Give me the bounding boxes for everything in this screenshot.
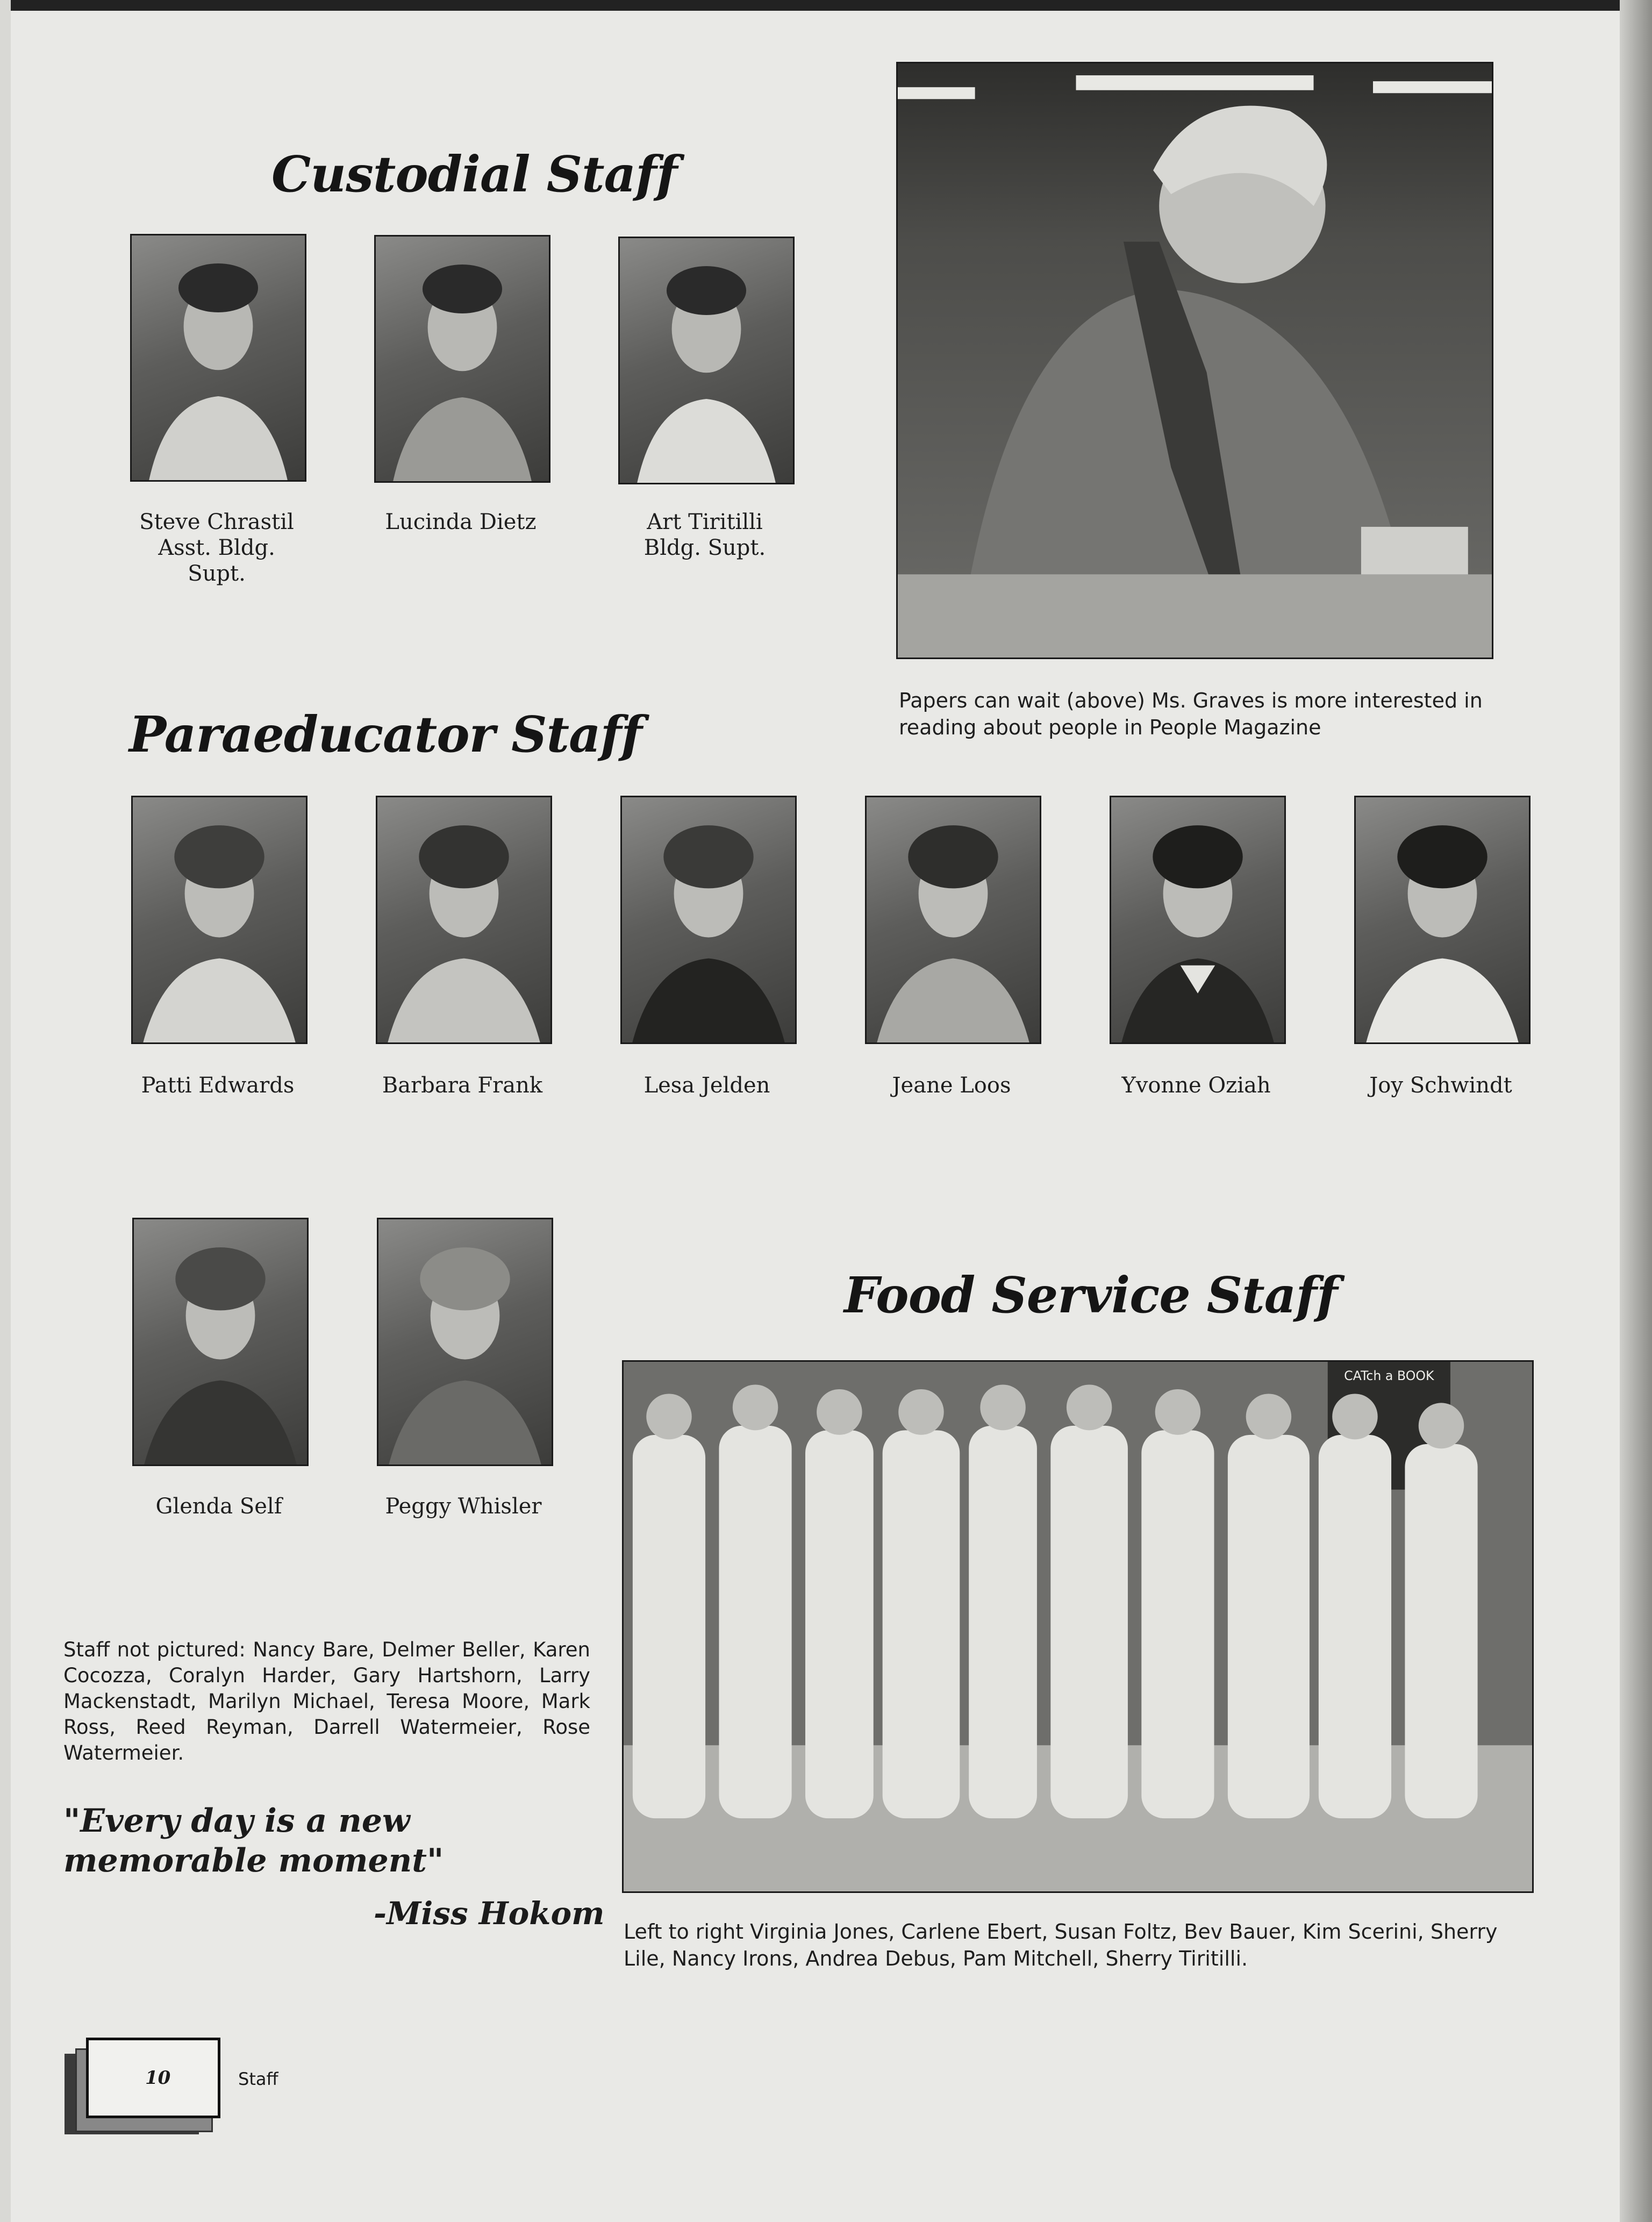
staff-not-pictured: Staff not pictured: Nancy Bare, Delmer Beller, Karen Cocozza, Coralyn Harder, Gary Hartshorn, Larry Mackenstadt, Marilyn Michael, Teresa Moore, Mark Ross, Reed Reyman, Darrell Watermeier, Rose Watermeier.: [63, 1638, 590, 1764]
portrait-photo: [374, 235, 550, 483]
staff-name-label: Art Tiritilli Bldg. Supt.: [643, 510, 766, 560]
poster-text: CATch a BOOK: [1344, 1368, 1434, 1383]
staff-name-label: Joy Schwindt: [1369, 1073, 1512, 1098]
page-number: 10: [145, 2067, 171, 2089]
portrait-photo: [618, 237, 795, 484]
feature-photo: [896, 62, 1493, 659]
quote-text: "Every day is a new memorable moment": [63, 1802, 444, 1880]
food-service-heading: Food Service Staff: [844, 1266, 1338, 1324]
page-right-edge: [1620, 0, 1652, 2222]
portrait-photo: [620, 796, 797, 1044]
staff-name-label: Jeane Loos: [892, 1073, 1011, 1098]
portrait-photo: [1354, 796, 1531, 1044]
section-label: Staff: [238, 2069, 278, 2089]
portrait-photo: [377, 1218, 553, 1466]
feature-photo-caption: Papers can wait (above) Ms. Graves is more interested in reading about people in People Magazine: [899, 689, 1483, 739]
portrait-photo: [131, 796, 307, 1044]
staff-name-label: Barbara Frank: [382, 1073, 543, 1098]
staff-name-label: Lucinda Dietz: [385, 510, 537, 534]
group-photo-caption: Left to right Virginia Jones, Carlene Ebert, Susan Foltz, Bev Bauer, Kim Scerini, Sherry Lile, Nancy Irons, Andrea Debus, Pam Mitchell, Sherry Tiritilli.: [624, 1920, 1498, 1970]
staff-name-label: Yvonne Oziah: [1121, 1073, 1271, 1098]
staff-name-label: Lesa Jelden: [643, 1073, 770, 1098]
page-top-edge: [0, 0, 1652, 11]
portrait-photo: [376, 796, 552, 1044]
staff-name-label: Steve Chrastil Asst. Bldg. Supt.: [139, 510, 294, 586]
paraeducator-heading: Paraeducator Staff: [129, 705, 642, 763]
staff-name-label: Peggy Whisler: [385, 1494, 542, 1519]
portrait-photo: [1110, 796, 1286, 1044]
custodial-heading: Custodial Staff: [271, 145, 677, 203]
portrait-photo: [132, 1218, 309, 1466]
portrait-photo: [865, 796, 1041, 1044]
group-photo: [622, 1360, 1534, 1893]
quote-attribution: -Miss Hokom: [374, 1895, 605, 1932]
staff-name-label: Glenda Self: [155, 1494, 282, 1519]
page-left-edge: [0, 0, 11, 2222]
portrait-photo: [130, 234, 306, 482]
staff-name-label: Patti Edwards: [141, 1073, 295, 1098]
